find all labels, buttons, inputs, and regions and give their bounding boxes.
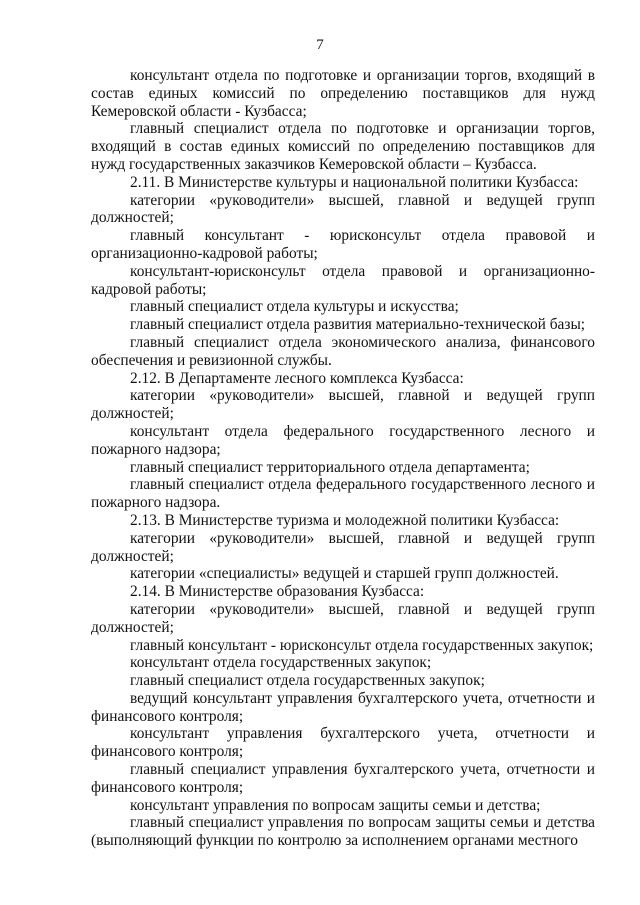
paragraph: 2.14. В Министерстве образования Кузбасса: [130, 583, 425, 601]
paragraph: консультант отдела государственных закупок; [130, 654, 432, 672]
paragraph: консультант отдела по подготовке и организации торгов, входящий в состав единых комиссий по определению поставщиков для нужд Кемеровской области - Кузбасса; [91, 67, 595, 120]
paragraph: категории «руководители» высшей, главной и ведущей групп должностей; [91, 600, 595, 636]
paragraph: главный специалист отдела экономического анализа, финансового обеспечения и ревизионной службы. [91, 333, 595, 369]
paragraph: главный специалист территориального отдела департамента; [130, 458, 530, 476]
paragraph: ведущий консультант управления бухгалтерского учета, отчетности и финансового контроля; [91, 689, 595, 725]
paragraph: категории «руководители» высшей, главной и ведущей групп должностей; [91, 387, 595, 423]
paragraph: 2.12. В Департаменте лесного комплекса Кузбасса: [130, 369, 464, 387]
document-body [91, 67, 595, 850]
paragraph: главный специалист управления бухгалтерского учета, отчетности и финансового контроля; [91, 761, 595, 796]
paragraph: 2.11. В Министерстве культуры и национальной политики Кузбасса: [130, 173, 579, 191]
page-number: 7 [316, 37, 324, 53]
paragraph: консультант отдела федерального государственного лесного и пожарного надзора; [91, 422, 595, 458]
paragraph: консультант-юрисконсульт отдела правовой и организационно-кадровой работы; [91, 262, 595, 298]
paragraph: консультант управления бухгалтерского учета, отчетности и финансового контроля; [91, 725, 595, 761]
paragraph: главный консультант - юрисконсульт отдела государственных закупок; [130, 636, 594, 654]
paragraph: главный специалист отдела по подготовке и организации торгов, входящий в состав единых комиссий по определению поставщиков для нужд государственных заказчиков Кемеровской области – Кузбасса. [91, 120, 595, 173]
paragraph: консультант управления по вопросам защиты семьи и детства; [130, 796, 541, 814]
paragraph: главный специалист отдела развития материально-технической базы; [130, 316, 586, 334]
paragraph: главный специалист управления по вопросам защиты семьи и детства (выполняющий функции по контролю за исполнением органами местного [91, 814, 595, 850]
paragraph: 2.13. В Министерстве туризма и молодежной политики Кузбасса: [130, 511, 560, 529]
paragraph: главный специалист отдела федерального государственного лесного и пожарного надзора. [91, 476, 595, 512]
paragraph: категории «специалисты» ведущей и старшей групп должностей. [130, 565, 559, 583]
paragraph: главный консультант - юрисконсульт отдела правовой и организационно-кадровой работы; [91, 227, 595, 262]
paragraph: категории «руководители» высшей, главной и ведущей групп должностей; [91, 529, 595, 565]
paragraph: главный специалист отдела государственных закупок; [130, 672, 485, 690]
paragraph: главный специалист отдела культуры и искусства; [130, 298, 459, 316]
paragraph: категории «руководители» высшей, главной и ведущей групп должностей; [91, 191, 595, 227]
